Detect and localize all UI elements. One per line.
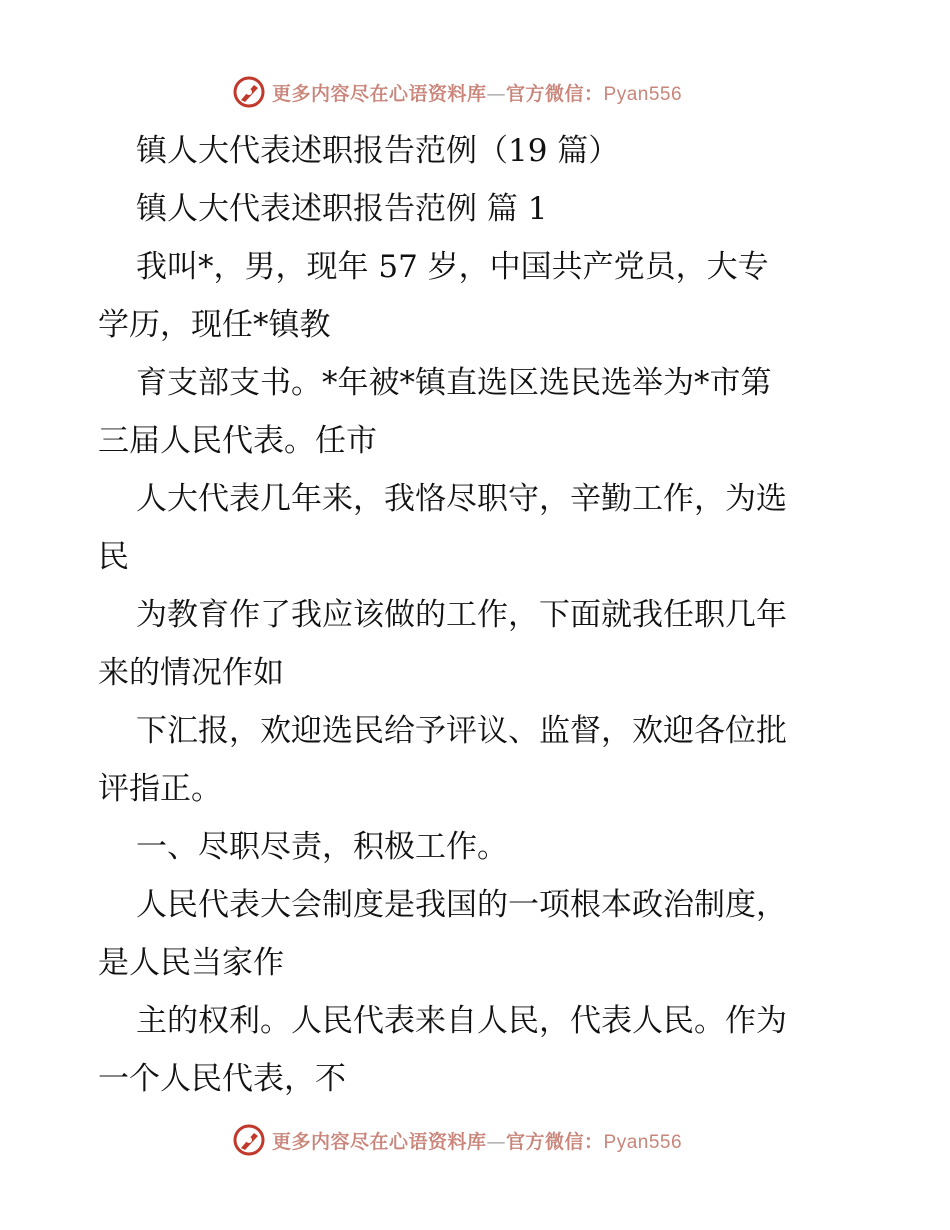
text-line: 为教育作了我应该做的工作，下面就我任职几年 xyxy=(136,597,787,633)
header-banner-text xyxy=(272,79,682,106)
banner-middle: 官方微信： xyxy=(506,82,604,105)
banner-prefix: 更多内容尽在心语资料库 xyxy=(272,82,487,105)
text-line: 评指正。 xyxy=(98,771,222,807)
banner-dash: — xyxy=(486,1130,507,1153)
text-line: 主的权利。人民代表来自人民，代表人民。作为 xyxy=(136,1003,787,1039)
header-banner xyxy=(232,72,682,112)
text-line: 三届人民代表。任市 xyxy=(98,423,377,459)
text-line: 育支部支书。*年被*镇直选区选民选举为*市第 xyxy=(136,365,772,401)
text-line: 学历，现任*镇教 xyxy=(98,307,331,343)
text-line: 民 xyxy=(98,539,129,575)
text-line: 下汇报，欢迎选民给予评议、监督，欢迎各位批 xyxy=(136,713,787,749)
text-line: 人大代表几年来，我恪尽职守，辛勤工作，为选 xyxy=(136,481,787,517)
text-line: 一、尽职尽责，积极工作。 xyxy=(136,829,508,865)
banner-prefix: 更多内容尽在心语资料库 xyxy=(272,1130,487,1153)
text-line: 是人民当家作 xyxy=(98,945,284,981)
banner-id: Pyan556 xyxy=(603,83,683,105)
banner-middle: 官方微信： xyxy=(506,1130,604,1153)
text-line: 来的情况作如 xyxy=(98,655,284,691)
pen-logo-icon xyxy=(232,75,266,109)
text-line: 人民代表大会制度是我国的一项根本政治制度， xyxy=(136,887,787,923)
text-line: 我叫*，男，现年 57 岁，中国共产党员，大专 xyxy=(136,249,769,285)
footer-banner-text xyxy=(272,1127,682,1154)
pen-logo-icon xyxy=(232,1123,266,1157)
text-line: 一个人民代表，不 xyxy=(98,1061,346,1097)
text-line: 镇人大代表述职报告范例 篇 1 xyxy=(136,191,548,227)
banner-id: Pyan556 xyxy=(603,1131,683,1153)
text-line: 镇人大代表述职报告范例（19 篇） xyxy=(136,133,620,169)
banner-dash: — xyxy=(486,82,507,105)
footer-banner xyxy=(232,1120,682,1160)
document-body xyxy=(98,122,858,1108)
